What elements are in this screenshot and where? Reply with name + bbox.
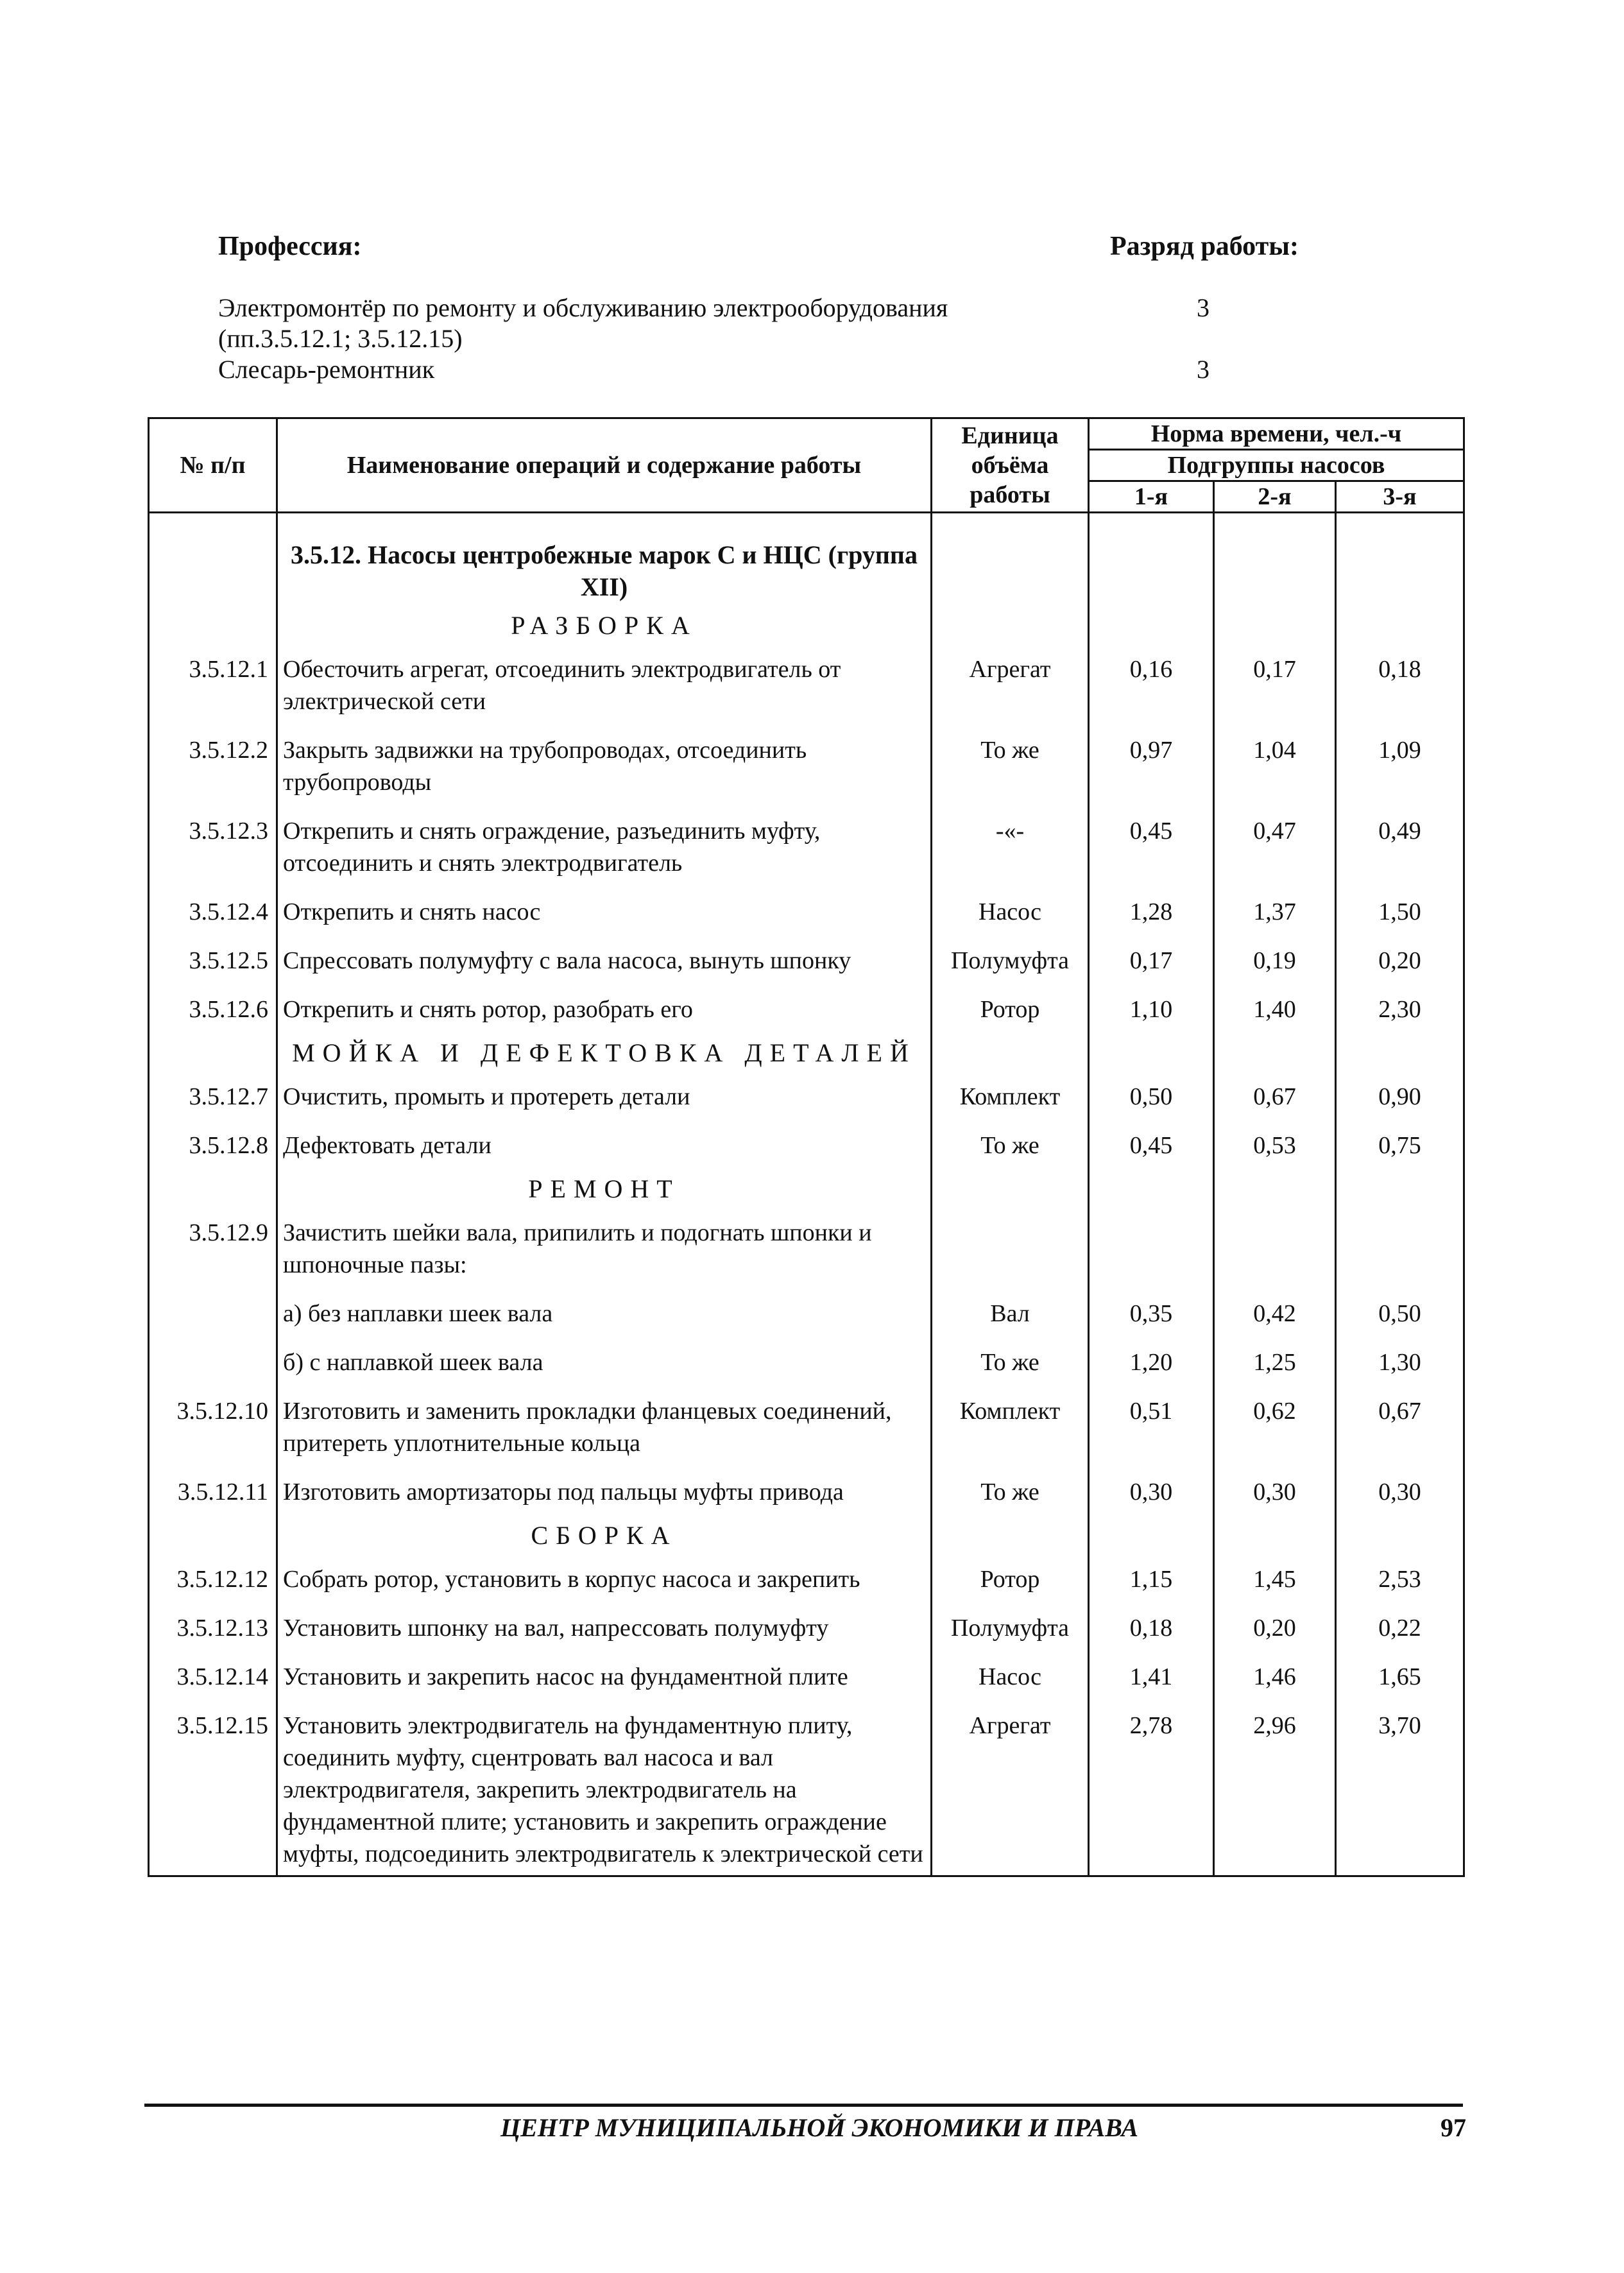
row-number: 3.5.12.2 <box>149 723 277 803</box>
unit-of-work: Насос <box>932 1649 1089 1698</box>
norm-group-3: 2,30 <box>1336 982 1464 1031</box>
norms-table <box>148 417 1465 1877</box>
row-number: 3.5.12.3 <box>149 803 277 884</box>
norm-group-3: 0,49 <box>1336 803 1464 884</box>
norm-group-3: 2,53 <box>1336 1552 1464 1600</box>
empty-cell <box>932 603 1089 642</box>
norm-group-3: 1,30 <box>1336 1335 1464 1384</box>
band-repair-row <box>149 1167 1464 1205</box>
unit-of-work: То же <box>932 1118 1089 1167</box>
empty-cell <box>932 1031 1089 1069</box>
empty-cell <box>1089 1031 1214 1069</box>
norm-group-1: 0,18 <box>1089 1600 1214 1649</box>
unit-of-work: Полумуфта <box>932 1600 1089 1649</box>
norm-group-2: 1,04 <box>1214 723 1336 803</box>
col-header-group-1: 1-я <box>1089 481 1214 513</box>
table-row <box>149 1069 1464 1118</box>
unit-of-work: Ротор <box>932 1552 1089 1600</box>
row-number <box>149 1335 277 1384</box>
norm-group-1: 0,51 <box>1089 1384 1214 1464</box>
empty-cell <box>149 1167 277 1205</box>
norm-group-3: 0,30 <box>1336 1464 1464 1513</box>
empty-cell <box>149 603 277 642</box>
norm-group-2: 1,46 <box>1214 1649 1336 1698</box>
unit-of-work: Ротор <box>932 982 1089 1031</box>
norm-group-1: 1,28 <box>1089 884 1214 933</box>
operation-name: Закрыть задвижки на трубопроводах, отсоединить трубопроводы <box>277 723 932 803</box>
norm-group-2: 1,25 <box>1214 1335 1336 1384</box>
norm-group-1 <box>1089 1205 1214 1286</box>
unit-of-work: Агрегат <box>932 1698 1089 1876</box>
profession-label: Профессия: <box>218 232 362 261</box>
empty-cell <box>1336 513 1464 604</box>
norm-group-3: 3,70 <box>1336 1698 1464 1876</box>
empty-cell <box>1336 603 1464 642</box>
norm-group-3: 1,50 <box>1336 884 1464 933</box>
table-row <box>149 642 1464 723</box>
grade-2: 3 <box>1197 355 1209 384</box>
row-number: 3.5.12.5 <box>149 933 277 982</box>
norm-group-3: 0,50 <box>1336 1286 1464 1335</box>
unit-of-work: Полумуфта <box>932 933 1089 982</box>
col-header-group-2: 2-я <box>1214 481 1336 513</box>
norm-group-3: 0,90 <box>1336 1069 1464 1118</box>
table-row <box>149 884 1464 933</box>
table-row <box>149 1464 1464 1513</box>
empty-cell <box>1336 1031 1464 1069</box>
band-washing: МОЙКА И ДЕФЕКТОВКА ДЕТАЛЕЙ <box>277 1031 932 1069</box>
operation-name: Очистить, промыть и протереть детали <box>277 1069 932 1118</box>
norm-group-1: 0,30 <box>1089 1464 1214 1513</box>
row-number: 3.5.12.10 <box>149 1384 277 1464</box>
empty-cell <box>149 1513 277 1552</box>
operation-name: Обесточить агрегат, отсоединить электродвигатель от электрической сети <box>277 642 932 723</box>
operation-name: б) с наплавкой шеек вала <box>277 1335 932 1384</box>
norm-group-3: 0,18 <box>1336 642 1464 723</box>
empty-cell <box>1089 1513 1214 1552</box>
empty-cell <box>1089 1167 1214 1205</box>
footer-rule <box>144 2104 1463 2107</box>
norm-group-2: 0,20 <box>1214 1600 1336 1649</box>
norm-group-3: 1,09 <box>1336 723 1464 803</box>
empty-cell <box>932 513 1089 604</box>
col-header-unit: Единица объёма работы <box>932 418 1089 513</box>
band-washing-row <box>149 1031 1464 1069</box>
row-number: 3.5.12.4 <box>149 884 277 933</box>
page-number: 97 <box>1440 2113 1466 2142</box>
norm-group-3: 0,75 <box>1336 1118 1464 1167</box>
empty-cell <box>1214 603 1336 642</box>
operation-name: Спрессовать полумуфту с вала насоса, вынуть шпонку <box>277 933 932 982</box>
row-number: 3.5.12.6 <box>149 982 277 1031</box>
norm-group-1: 1,20 <box>1089 1335 1214 1384</box>
row-number: 3.5.12.12 <box>149 1552 277 1600</box>
operation-name: Открепить и снять ротор, разобрать его <box>277 982 932 1031</box>
norm-group-2: 0,30 <box>1214 1464 1336 1513</box>
operation-name: Изготовить амортизаторы под пальцы муфты привода <box>277 1464 932 1513</box>
empty-cell <box>1214 513 1336 604</box>
band-assembly: СБОРКА <box>277 1513 932 1552</box>
norm-group-1: 1,10 <box>1089 982 1214 1031</box>
unit-of-work: То же <box>932 1464 1089 1513</box>
profession-1-items: (пп.3.5.12.1; 3.5.12.15) <box>218 324 463 353</box>
norm-group-3: 0,20 <box>1336 933 1464 982</box>
table-row <box>149 982 1464 1031</box>
norm-group-2: 0,47 <box>1214 803 1336 884</box>
empty-cell <box>1089 603 1214 642</box>
norm-group-2: 1,45 <box>1214 1552 1336 1600</box>
norm-group-2: 0,19 <box>1214 933 1336 982</box>
unit-of-work <box>932 1205 1089 1286</box>
grade-label: Разряд работы: <box>1110 232 1299 261</box>
operation-name: Дефектовать детали <box>277 1118 932 1167</box>
section-title-row <box>149 513 1464 604</box>
norm-group-1: 1,15 <box>1089 1552 1214 1600</box>
unit-of-work: Агрегат <box>932 642 1089 723</box>
footer-publisher: ЦЕНТР МУНИЦИПАЛЬНОЙ ЭКОНОМИКИ И ПРАВА <box>500 2113 1139 2142</box>
norm-group-2: 1,37 <box>1214 884 1336 933</box>
section-title: 3.5.12. Насосы центробежные марок С и НЦС (группа XII) <box>277 513 932 604</box>
band-repair: РЕМОНТ <box>277 1167 932 1205</box>
table-row <box>149 1205 1464 1286</box>
empty-cell <box>1089 513 1214 604</box>
norm-group-3: 0,22 <box>1336 1600 1464 1649</box>
unit-of-work: То же <box>932 723 1089 803</box>
table-row <box>149 1118 1464 1167</box>
row-number: 3.5.12.15 <box>149 1698 277 1876</box>
col-header-group-3: 3-я <box>1336 481 1464 513</box>
col-header-name: Наименование операций и содержание работы <box>277 418 932 513</box>
empty-cell <box>932 1167 1089 1205</box>
unit-of-work: Комплект <box>932 1384 1089 1464</box>
norm-group-1: 0,50 <box>1089 1069 1214 1118</box>
operation-name: Установить электродвигатель на фундаментную плиту, соединить муфту, сцентровать вал насоса и вал электродвигателя, закрепить электродвигатель на фундаментной плите; установить и закрепить ограждение муфты, подсоединить электродвигатель к электрической сети <box>277 1698 932 1876</box>
profession-1: Электромонтёр по ремонту и обслуживанию электрооборудования <box>218 293 948 322</box>
empty-cell <box>1214 1167 1336 1205</box>
col-header-no: № п/п <box>149 418 277 513</box>
col-header-norm: Норма времени, чел.-ч <box>1089 418 1464 450</box>
unit-of-work: Вал <box>932 1286 1089 1335</box>
norm-group-1: 0,17 <box>1089 933 1214 982</box>
empty-cell <box>149 1031 277 1069</box>
empty-cell <box>1214 1513 1336 1552</box>
operation-name: Открепить и снять ограждение, разъединить муфту, отсоединить и снять электродвигатель <box>277 803 932 884</box>
norm-group-3: 1,65 <box>1336 1649 1464 1698</box>
empty-cell <box>149 513 277 604</box>
norm-group-1: 0,16 <box>1089 642 1214 723</box>
norm-group-2: 1,40 <box>1214 982 1336 1031</box>
norm-group-1: 0,45 <box>1089 1118 1214 1167</box>
table-row <box>149 1335 1464 1384</box>
table-body <box>149 513 1464 1876</box>
empty-cell <box>1214 1031 1336 1069</box>
row-number <box>149 1286 277 1335</box>
unit-of-work: Комплект <box>932 1069 1089 1118</box>
operation-name: Открепить и снять насос <box>277 884 932 933</box>
norm-group-3 <box>1336 1205 1464 1286</box>
table-row <box>149 933 1464 982</box>
grade-1: 3 <box>1197 293 1209 322</box>
operation-name: Установить и закрепить насос на фундаментной плите <box>277 1649 932 1698</box>
norm-group-1: 0,35 <box>1089 1286 1214 1335</box>
norm-group-1: 1,41 <box>1089 1649 1214 1698</box>
row-number: 3.5.12.14 <box>149 1649 277 1698</box>
norm-group-2: 0,42 <box>1214 1286 1336 1335</box>
norm-group-2: 0,53 <box>1214 1118 1336 1167</box>
table-row <box>149 1552 1464 1600</box>
operation-name: Зачистить шейки вала, припилить и подогнать шпонки и шпоночные пазы: <box>277 1205 932 1286</box>
norm-group-2: 0,62 <box>1214 1384 1336 1464</box>
norm-group-1: 0,45 <box>1089 803 1214 884</box>
band-disassembly: РАЗБОРКА <box>277 603 932 642</box>
table-row <box>149 1649 1464 1698</box>
row-number: 3.5.12.7 <box>149 1069 277 1118</box>
profession-2: Слесарь-ремонтник <box>218 355 435 384</box>
table-row <box>149 1384 1464 1464</box>
norm-group-3: 0,67 <box>1336 1384 1464 1464</box>
row-number: 3.5.12.1 <box>149 642 277 723</box>
table-row <box>149 1286 1464 1335</box>
norm-group-1: 2,78 <box>1089 1698 1214 1876</box>
row-number: 3.5.12.13 <box>149 1600 277 1649</box>
norm-group-2: 0,17 <box>1214 642 1336 723</box>
unit-of-work: -«- <box>932 803 1089 884</box>
band-assembly-row <box>149 1513 1464 1552</box>
table-row <box>149 1600 1464 1649</box>
operation-name: Собрать ротор, установить в корпус насоса и закрепить <box>277 1552 932 1600</box>
row-number: 3.5.12.8 <box>149 1118 277 1167</box>
row-number: 3.5.12.9 <box>149 1205 277 1286</box>
unit-of-work: Насос <box>932 884 1089 933</box>
col-header-subgroups: Подгруппы насосов <box>1089 450 1464 481</box>
band-disassembly-row <box>149 603 1464 642</box>
row-number: 3.5.12.11 <box>149 1464 277 1513</box>
norm-group-2: 2,96 <box>1214 1698 1336 1876</box>
norm-group-2: 0,67 <box>1214 1069 1336 1118</box>
empty-cell <box>932 1513 1089 1552</box>
norm-group-1: 0,97 <box>1089 723 1214 803</box>
unit-of-work: То же <box>932 1335 1089 1384</box>
norm-group-2 <box>1214 1205 1336 1286</box>
table-row <box>149 723 1464 803</box>
operation-name: Изготовить и заменить прокладки фланцевых соединений, притереть уплотнительные кольца <box>277 1384 932 1464</box>
empty-cell <box>1336 1167 1464 1205</box>
operation-name: а) без наплавки шеек вала <box>277 1286 932 1335</box>
profession-header <box>218 231 1309 385</box>
empty-cell <box>1336 1513 1464 1552</box>
table-row <box>149 803 1464 884</box>
operation-name: Установить шпонку на вал, напрессовать полумуфту <box>277 1600 932 1649</box>
table-row <box>149 1698 1464 1876</box>
